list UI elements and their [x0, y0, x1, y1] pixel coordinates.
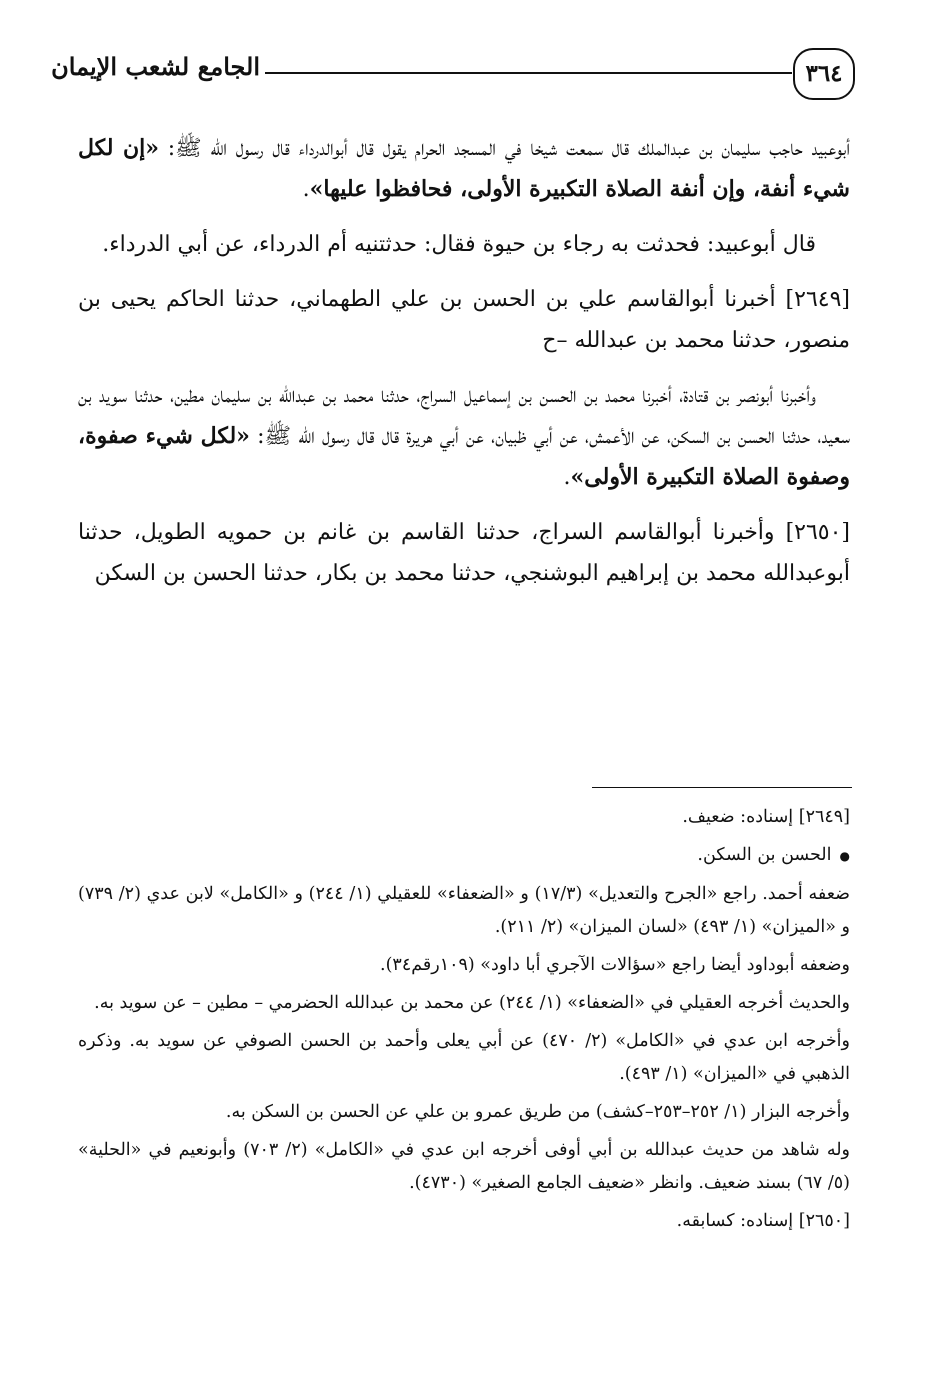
footnote-bazzar: وأخرجه البزار (١/ ٢٥٢–٢٥٣–كشف) من طريق عمرو بن علي عن الحسن بن السكن به.	[225, 1102, 850, 1122]
hadith-text-2: «لكل شيء صفوة، وصفوة الصلاة التكبيرة الأولى»	[78, 423, 850, 490]
footnote-weakness-ahmad: ضعفه أحمد. راجع «الجرح والتعديل» (١٧/٣) و «الضعفاء» للعقيلي (١/ ٢٤٤) و «الكامل» لابن عدي (٢/ ٧٣٩) و «الميزان» (١/ ٤٩٣) «لسان الميزان» (٢/ ٢١١).	[78, 884, 851, 937]
footnote-witness: وله شاهد من حديث عبدالله بن أبي أوفى أخرجه ابن عدي في «الكامل» (٢/ ٧٠٣) وأبونعيم في «الحلية» (٥/ ٦٧) بسند ضعيف. وانظر «ضعيف الجامع الصغير» (٤٧٣٠).	[78, 1140, 851, 1193]
paragraph-4-text: وأخبرنا أبونصر بن قتادة، أخبرنا محمد بن الحسن بن إسماعيل السراج، حدثنا محمد بن عبدالله بن سليمان مطين، حدثنا سويد بن سعيد، حدثنا الحسن بن السكن، عن الأعمش، عن أبي ظبيان، عن أبي هريرة قال قال رسول الله ﷺ:	[78, 383, 850, 449]
paragraph-3	[78, 279, 850, 361]
paragraph-1	[78, 128, 850, 210]
footnotes	[78, 801, 850, 1243]
footnote-2650-grade: [٢٦٥٠] إسناده: كسابقه.	[676, 1211, 850, 1231]
hadith-text-1: «إن لكل شيء أنفة، وإن أنفة الصلاة التكبيرة الأولى، فحافظوا عليها»	[78, 135, 850, 202]
paragraph-4	[78, 375, 850, 498]
paragraph-5	[78, 512, 850, 594]
page-number: ٣٦٤	[793, 48, 855, 100]
header-rule	[265, 72, 792, 74]
paragraph-1-text: أبوعبيد حاجب سليمان بن عبدالملك قال سمعت شيخا في المسجد الحرام يقول قال أبوالدرداء قال رسول الله ﷺ:	[167, 136, 850, 161]
footnote-aqili: والحديث أخرجه العقيلي في «الضعفاء» (١/ ٢٤٤) عن محمد بن عبدالله الحضرمي – مطين – عن سويد به.	[94, 993, 850, 1013]
hadith-number-2649: [٢٦٤٩]	[785, 287, 850, 312]
footnote-narrator: ● الحسن بن السكن.	[78, 839, 850, 873]
running-title: الجامع لشعب الإيمان	[51, 52, 260, 81]
footnote-separator	[592, 787, 852, 788]
paragraph-5-text: وأخبرنا أبوالقاسم السراج، حدثنا القاسم بن غانم بن حمويه الطويل، حدثنا أبوعبدالله محمد بن إبراهيم البوشنجي، حدثنا محمد بن بكار، حدثنا الحسن بن السكن	[78, 520, 850, 586]
paragraph-1-end: .	[302, 177, 310, 202]
paragraph-3-text: أخبرنا أبوالقاسم علي بن الحسن بن علي الطهماني، حدثنا الحاكم يحيى بن منصور، حدثنا محمد بن عبدالله –ح	[78, 287, 850, 353]
page-header	[51, 44, 855, 104]
hadith-number-2650: [٢٦٥٠]	[785, 520, 851, 545]
main-text	[78, 128, 850, 608]
paragraph-2: قال أبوعبيد: فحدثت به رجاء بن حيوة فقال: حدثتنيه أم الدرداء، عن أبي الدرداء.	[102, 232, 816, 257]
footnote-2649-grade: [٢٦٤٩] إسناده: ضعيف.	[682, 807, 850, 827]
paragraph-4-end: .	[563, 465, 571, 490]
footnote-ibn-adi: وأخرجه ابن عدي في «الكامل» (٢/ ٤٧٠) عن أبي يعلى وأحمد بن الحسن الصوفي عن سويد به. وذكره الذهبي في «الميزان» (١/ ٤٩٣).	[78, 1031, 850, 1084]
footnote-weakness-abudawud: وضعفه أبوداود أيضا راجع «سؤالات الآجري أبا داود» (١٠٩رقم٣٤).	[380, 955, 850, 975]
